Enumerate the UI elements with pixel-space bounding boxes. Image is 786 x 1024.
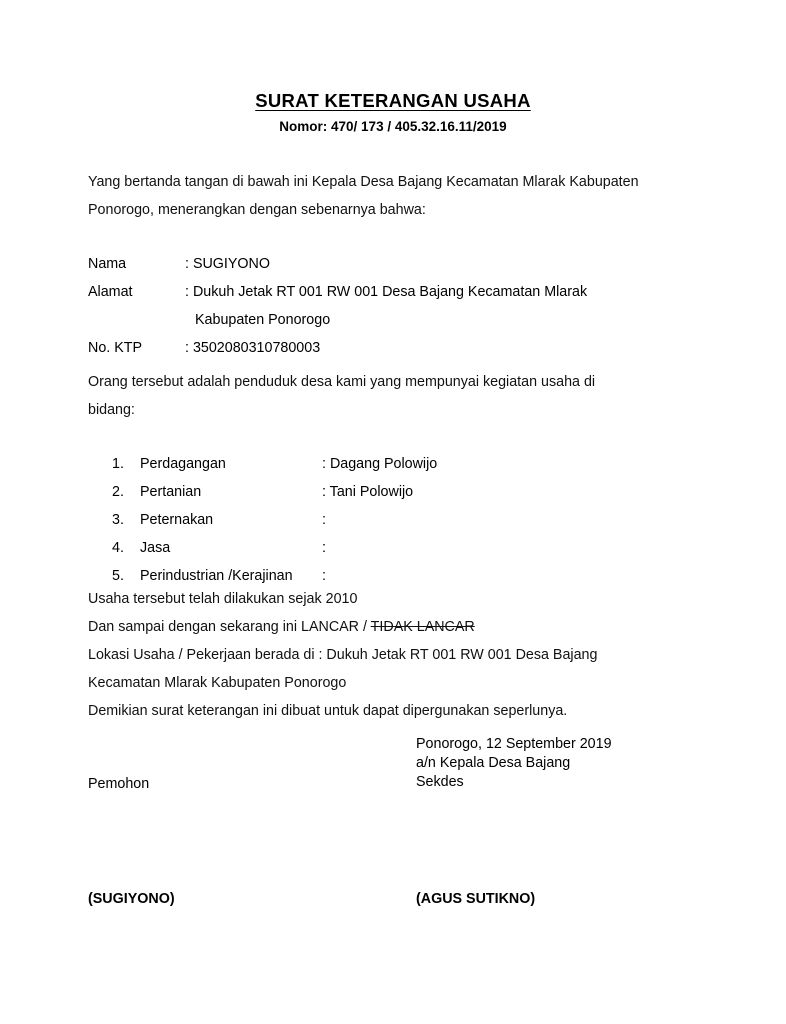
list-item (112, 506, 712, 534)
list-item (112, 534, 712, 562)
identity-value-ktp: : 3502080310780003 (185, 340, 321, 356)
identity-value-alamat: : Dukuh Jetak RT 001 RW 001 Desa Bajang Kecamatan Mlarak (185, 284, 588, 300)
applicant-signature-name: (SUGIYONO) (88, 891, 175, 907)
list-item (112, 450, 712, 478)
business-intro-line-2: bidang: (88, 402, 135, 418)
document-header (0, 90, 786, 137)
closing-location-line-2: Kecamatan Mlarak Kabupaten Ponorogo (88, 675, 347, 691)
closing-status-prefix: Dan sampai dengan sekarang ini LANCAR / (88, 619, 371, 635)
closing-statements (88, 585, 708, 725)
identity-row-alamat (88, 278, 708, 306)
official-signature-name: (AGUS SUTIKNO) (416, 891, 536, 907)
list-item-value: : (322, 568, 326, 584)
list-item-label: Peternakan (140, 512, 214, 528)
business-intro-paragraph (88, 368, 688, 424)
identity-details (88, 250, 708, 362)
document-number: Nomor: 470/ 173 / 405.32.16.11/2019 (279, 119, 507, 134)
identity-row-nama (88, 250, 708, 278)
list-item-label: Perindustrian /Kerajinan (140, 568, 293, 584)
closing-final-line: Demikian surat keterangan ini dibuat untuk dapat dipergunakan seperlunya. (88, 703, 568, 719)
intro-paragraph (88, 168, 698, 224)
list-item-number: 2. (112, 484, 124, 500)
list-item (112, 478, 712, 506)
identity-row-alamat-continuation (88, 306, 708, 334)
signature-on-behalf: a/n Kepala Desa Bajang (416, 755, 571, 771)
identity-value-nama: : SUGIYONO (185, 256, 270, 272)
intro-line-1: Yang bertanda tangan di bawah ini Kepala Desa Bajang Kecamatan Mlarak Kabupaten (88, 174, 639, 190)
business-intro-line-1: Orang tersebut adalah penduduk desa kami yang mempunyai kegiatan usaha di (88, 374, 596, 390)
identity-label-ktp: No. KTP (88, 340, 143, 356)
list-item-value: : Dagang Polowijo (322, 456, 438, 472)
applicant-label: Pemohon (88, 776, 150, 792)
list-item-value: : (322, 512, 326, 528)
identity-label-nama: Nama (88, 256, 127, 272)
identity-value-alamat-line2: Kabupaten Ponorogo (195, 312, 331, 328)
list-item-label: Perdagangan (140, 456, 226, 472)
list-item-number: 4. (112, 540, 124, 556)
intro-line-2: Ponorogo, menerangkan dengan sebenarnya bahwa: (88, 202, 426, 218)
document-title: SURAT KETERANGAN USAHA (255, 90, 531, 111)
closing-status-struck: TIDAK LANCAR (370, 619, 475, 635)
closing-since-line: Usaha tersebut telah dilakukan sejak 2010 (88, 591, 358, 607)
closing-status-line (88, 613, 708, 641)
signature-position: Sekdes (416, 774, 464, 790)
list-item-number: 5. (112, 568, 124, 584)
business-field-list (112, 450, 712, 590)
closing-location-line-1: Lokasi Usaha / Pekerjaan berada di : Dukuh Jetak RT 001 RW 001 Desa Bajang (88, 647, 598, 663)
identity-row-ktp (88, 334, 708, 362)
list-item-value: : (322, 540, 326, 556)
list-item-number: 1. (112, 456, 124, 472)
identity-label-alamat: Alamat (88, 284, 133, 300)
signature-place-date: Ponorogo, 12 September 2019 (416, 736, 612, 752)
list-item-value: : Tani Polowijo (322, 484, 414, 500)
list-item-label: Jasa (140, 540, 171, 556)
list-item-label: Pertanian (140, 484, 202, 500)
signature-block-official (416, 735, 612, 792)
list-item-number: 3. (112, 512, 124, 528)
